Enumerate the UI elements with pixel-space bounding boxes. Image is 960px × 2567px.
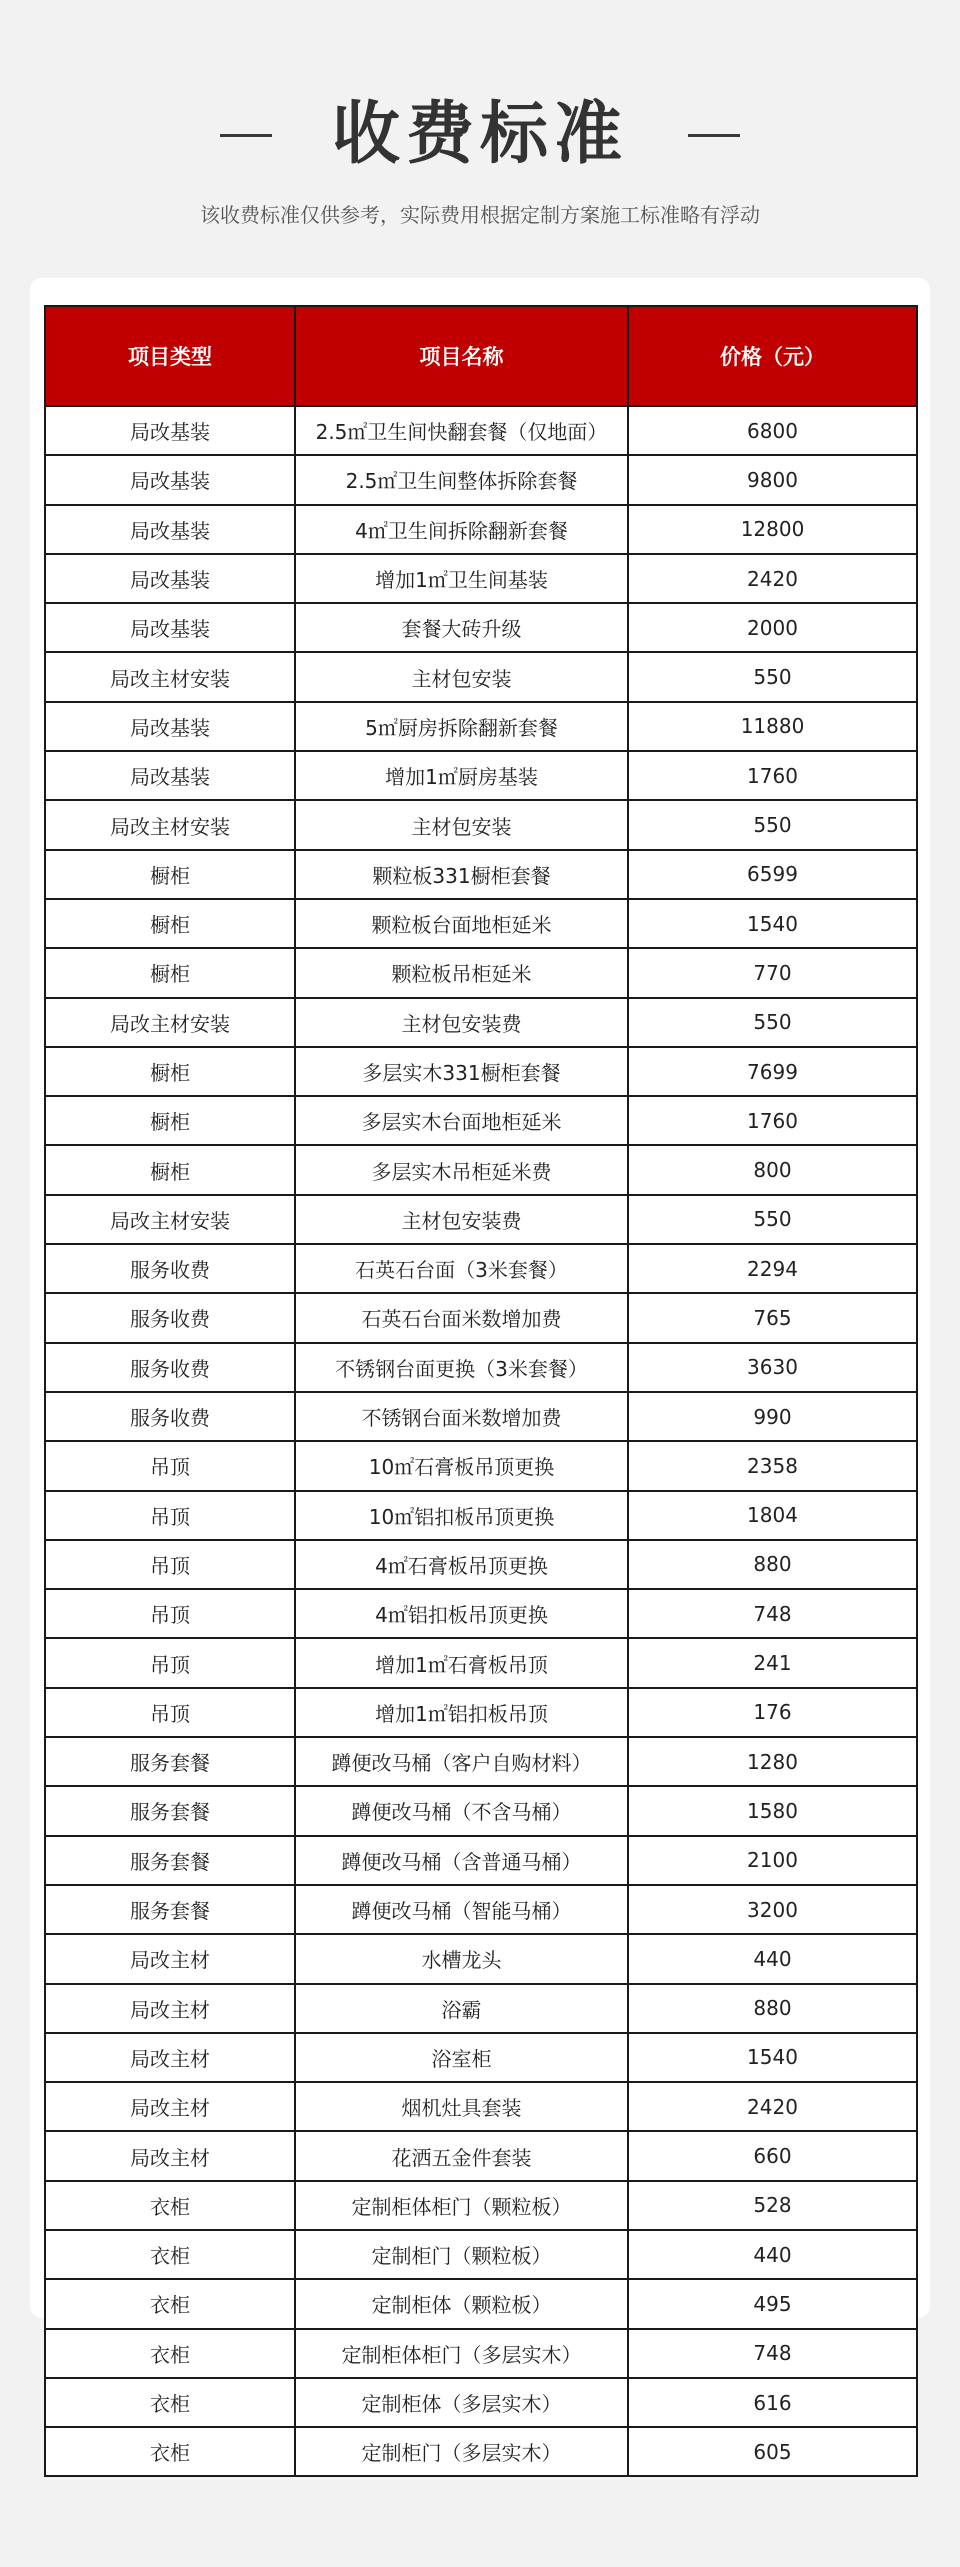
cell-project-name: 蹲便改马桶（智能马桶） bbox=[295, 1885, 628, 1934]
cell-project-type: 吊顶 bbox=[45, 1491, 295, 1540]
cell-project-type: 服务收费 bbox=[45, 1343, 295, 1392]
table-row bbox=[45, 1737, 917, 1786]
cell-price: 12800 bbox=[628, 505, 917, 554]
table-row bbox=[45, 2082, 917, 2131]
title-row bbox=[0, 90, 960, 180]
cell-project-type: 吊顶 bbox=[45, 1688, 295, 1737]
cell-project-name: 水槽龙头 bbox=[295, 1934, 628, 1983]
table-row bbox=[45, 998, 917, 1047]
title-left-dash bbox=[220, 134, 272, 137]
cell-project-type: 橱柜 bbox=[45, 1096, 295, 1145]
cell-project-name: 颗粒板吊柜延米 bbox=[295, 948, 628, 997]
table-row bbox=[45, 603, 917, 652]
cell-project-type: 局改基装 bbox=[45, 751, 295, 800]
cell-project-name: 蹲便改马桶（不含马桶） bbox=[295, 1786, 628, 1835]
cell-price: 6800 bbox=[628, 406, 917, 455]
cell-price: 2420 bbox=[628, 2082, 917, 2131]
cell-price: 1760 bbox=[628, 1096, 917, 1145]
cell-project-type: 局改主材 bbox=[45, 2131, 295, 2180]
cell-price: 11880 bbox=[628, 702, 917, 751]
cell-project-type: 橱柜 bbox=[45, 948, 295, 997]
cell-project-name: 蹲便改马桶（客户自购材料） bbox=[295, 1737, 628, 1786]
cell-project-type: 局改基装 bbox=[45, 406, 295, 455]
cell-project-name: 4㎡石膏板吊顶更换 bbox=[295, 1540, 628, 1589]
cell-project-type: 局改主材 bbox=[45, 2082, 295, 2131]
table-row bbox=[45, 2329, 917, 2378]
table-row bbox=[45, 1638, 917, 1687]
cell-project-name: 蹲便改马桶（含普通马桶） bbox=[295, 1836, 628, 1885]
cell-project-type: 局改主材 bbox=[45, 2033, 295, 2082]
cell-project-type: 服务套餐 bbox=[45, 1836, 295, 1885]
page-header bbox=[0, 0, 960, 280]
cell-project-type: 局改基装 bbox=[45, 702, 295, 751]
cell-price: 748 bbox=[628, 1589, 917, 1638]
cell-price: 176 bbox=[628, 1688, 917, 1737]
cell-price: 6599 bbox=[628, 850, 917, 899]
table-row bbox=[45, 1786, 917, 1835]
cell-project-type: 衣柜 bbox=[45, 2329, 295, 2378]
cell-project-name: 主材包安装 bbox=[295, 800, 628, 849]
table-row bbox=[45, 1885, 917, 1934]
cell-project-name: 定制柜体（多层实木） bbox=[295, 2378, 628, 2427]
cell-project-name: 花洒五金件套装 bbox=[295, 2131, 628, 2180]
cell-project-type: 局改主材安装 bbox=[45, 800, 295, 849]
cell-project-type: 局改基装 bbox=[45, 554, 295, 603]
cell-price: 550 bbox=[628, 998, 917, 1047]
cell-price: 1760 bbox=[628, 751, 917, 800]
cell-price: 880 bbox=[628, 1984, 917, 2033]
cell-project-name: 5㎡厨房拆除翻新套餐 bbox=[295, 702, 628, 751]
cell-price: 2294 bbox=[628, 1244, 917, 1293]
table-row bbox=[45, 2181, 917, 2230]
table-row bbox=[45, 652, 917, 701]
table-row bbox=[45, 1934, 917, 1983]
cell-project-type: 服务收费 bbox=[45, 1244, 295, 1293]
cell-project-name: 增加1㎡厨房基装 bbox=[295, 751, 628, 800]
cell-project-type: 橱柜 bbox=[45, 899, 295, 948]
cell-project-type: 局改主材 bbox=[45, 1984, 295, 2033]
table-body bbox=[45, 406, 917, 2476]
cell-project-name: 2.5㎡卫生间快翻套餐（仅地面） bbox=[295, 406, 628, 455]
cell-price: 1540 bbox=[628, 899, 917, 948]
cell-project-name: 10㎡石膏板吊顶更换 bbox=[295, 1441, 628, 1490]
table-row bbox=[45, 1145, 917, 1194]
cell-price: 440 bbox=[628, 2230, 917, 2279]
title-right-dash bbox=[688, 134, 740, 137]
cell-project-type: 局改主材安装 bbox=[45, 998, 295, 1047]
cell-project-type: 橱柜 bbox=[45, 850, 295, 899]
cell-project-type: 橱柜 bbox=[45, 1145, 295, 1194]
cell-project-name: 浴室柜 bbox=[295, 2033, 628, 2082]
table-row bbox=[45, 1244, 917, 1293]
page-subtitle: 该收费标准仅供参考，实际费用根据定制方案施工标准略有浮动 bbox=[200, 203, 760, 227]
cell-price: 3200 bbox=[628, 1885, 917, 1934]
cell-price: 550 bbox=[628, 1195, 917, 1244]
table-row bbox=[45, 505, 917, 554]
cell-project-name: 浴霸 bbox=[295, 1984, 628, 2033]
cell-project-name: 定制柜体（颗粒板） bbox=[295, 2279, 628, 2328]
table-row bbox=[45, 554, 917, 603]
table-row bbox=[45, 2378, 917, 2427]
cell-project-type: 衣柜 bbox=[45, 2279, 295, 2328]
cell-project-name: 多层实木台面地柜延米 bbox=[295, 1096, 628, 1145]
cell-price: 1804 bbox=[628, 1491, 917, 1540]
table-row bbox=[45, 751, 917, 800]
cell-project-name: 烟机灶具套装 bbox=[295, 2082, 628, 2131]
cell-project-type: 局改主材安装 bbox=[45, 1195, 295, 1244]
cell-price: 990 bbox=[628, 1392, 917, 1441]
cell-price: 880 bbox=[628, 1540, 917, 1589]
cell-project-type: 衣柜 bbox=[45, 2378, 295, 2427]
cell-project-name: 石英石台面米数增加费 bbox=[295, 1293, 628, 1342]
table-row bbox=[45, 1047, 917, 1096]
table-row bbox=[45, 1589, 917, 1638]
cell-price: 7699 bbox=[628, 1047, 917, 1096]
cell-price: 1540 bbox=[628, 2033, 917, 2082]
cell-project-name: 主材包安装费 bbox=[295, 998, 628, 1047]
cell-project-name: 4㎡卫生间拆除翻新套餐 bbox=[295, 505, 628, 554]
cell-price: 765 bbox=[628, 1293, 917, 1342]
cell-project-type: 衣柜 bbox=[45, 2427, 295, 2476]
table-row bbox=[45, 2230, 917, 2279]
cell-project-type: 服务套餐 bbox=[45, 1885, 295, 1934]
cell-project-name: 定制柜体柜门（颗粒板） bbox=[295, 2181, 628, 2230]
cell-project-type: 局改主材安装 bbox=[45, 652, 295, 701]
table-header-row bbox=[45, 306, 917, 406]
cell-price: 2358 bbox=[628, 1441, 917, 1490]
cell-price: 9800 bbox=[628, 455, 917, 504]
cell-project-name: 定制柜体柜门（多层实木） bbox=[295, 2329, 628, 2378]
cell-project-name: 颗粒板台面地柜延米 bbox=[295, 899, 628, 948]
cell-price: 616 bbox=[628, 2378, 917, 2427]
cell-project-name: 不锈钢台面更换（3米套餐） bbox=[295, 1343, 628, 1392]
table-row bbox=[45, 899, 917, 948]
cell-project-name: 增加1㎡卫生间基装 bbox=[295, 554, 628, 603]
cell-project-type: 橱柜 bbox=[45, 1047, 295, 1096]
table-row bbox=[45, 850, 917, 899]
cell-price: 1280 bbox=[628, 1737, 917, 1786]
cell-price: 440 bbox=[628, 1934, 917, 1983]
table-row bbox=[45, 455, 917, 504]
cell-project-type: 服务收费 bbox=[45, 1392, 295, 1441]
page-title: 收费标准 bbox=[331, 95, 628, 174]
cell-price: 3630 bbox=[628, 1343, 917, 1392]
cell-project-type: 吊顶 bbox=[45, 1589, 295, 1638]
cell-project-name: 定制柜门（颗粒板） bbox=[295, 2230, 628, 2279]
cell-project-name: 多层实木331橱柜套餐 bbox=[295, 1047, 628, 1096]
table-row bbox=[45, 702, 917, 751]
column-header-type: 项目类型 bbox=[45, 306, 295, 406]
table-row bbox=[45, 1293, 917, 1342]
cell-project-type: 服务套餐 bbox=[45, 1786, 295, 1835]
cell-price: 495 bbox=[628, 2279, 917, 2328]
cell-project-type: 局改基装 bbox=[45, 455, 295, 504]
cell-price: 605 bbox=[628, 2427, 917, 2476]
cell-project-name: 颗粒板331橱柜套餐 bbox=[295, 850, 628, 899]
cell-project-type: 吊顶 bbox=[45, 1540, 295, 1589]
table-row bbox=[45, 1343, 917, 1392]
column-header-name: 项目名称 bbox=[295, 306, 628, 406]
cell-project-name: 2.5㎡卫生间整体拆除套餐 bbox=[295, 455, 628, 504]
cell-project-type: 吊顶 bbox=[45, 1441, 295, 1490]
table-row bbox=[45, 1096, 917, 1145]
cell-project-name: 10㎡铝扣板吊顶更换 bbox=[295, 1491, 628, 1540]
column-header-price: 价格（元） bbox=[628, 306, 917, 406]
table-row bbox=[45, 948, 917, 997]
table-row bbox=[45, 1836, 917, 1885]
cell-price: 2000 bbox=[628, 603, 917, 652]
cell-project-type: 衣柜 bbox=[45, 2230, 295, 2279]
cell-project-type: 吊顶 bbox=[45, 1638, 295, 1687]
cell-project-name: 增加1㎡铝扣板吊顶 bbox=[295, 1688, 628, 1737]
cell-price: 748 bbox=[628, 2329, 917, 2378]
table-row bbox=[45, 1540, 917, 1589]
table-row bbox=[45, 1688, 917, 1737]
table-row bbox=[45, 800, 917, 849]
table-row bbox=[45, 1984, 917, 2033]
table-row bbox=[45, 2279, 917, 2328]
table-row bbox=[45, 1491, 917, 1540]
cell-project-name: 石英石台面（3米套餐） bbox=[295, 1244, 628, 1293]
table-row bbox=[45, 2033, 917, 2082]
cell-project-type: 局改基装 bbox=[45, 505, 295, 554]
cell-price: 2100 bbox=[628, 1836, 917, 1885]
cell-project-type: 局改基装 bbox=[45, 603, 295, 652]
cell-price: 770 bbox=[628, 948, 917, 997]
cell-project-name: 主材包安装费 bbox=[295, 1195, 628, 1244]
cell-project-name: 增加1㎡石膏板吊顶 bbox=[295, 1638, 628, 1687]
table-row bbox=[45, 2427, 917, 2476]
table-row bbox=[45, 406, 917, 455]
cell-project-type: 衣柜 bbox=[45, 2181, 295, 2230]
cell-project-name: 主材包安装 bbox=[295, 652, 628, 701]
table-row bbox=[45, 1392, 917, 1441]
cell-price: 550 bbox=[628, 800, 917, 849]
table-row bbox=[45, 2131, 917, 2180]
cell-project-name: 不锈钢台面米数增加费 bbox=[295, 1392, 628, 1441]
cell-price: 660 bbox=[628, 2131, 917, 2180]
cell-project-name: 套餐大砖升级 bbox=[295, 603, 628, 652]
table-row bbox=[45, 1441, 917, 1490]
cell-price: 550 bbox=[628, 652, 917, 701]
cell-project-type: 服务收费 bbox=[45, 1293, 295, 1342]
cell-price: 528 bbox=[628, 2181, 917, 2230]
cell-project-name: 4㎡铝扣板吊顶更换 bbox=[295, 1589, 628, 1638]
cell-price: 241 bbox=[628, 1638, 917, 1687]
cell-project-type: 服务套餐 bbox=[45, 1737, 295, 1786]
cell-price: 800 bbox=[628, 1145, 917, 1194]
price-table bbox=[44, 305, 918, 2477]
cell-project-name: 定制柜门（多层实木） bbox=[295, 2427, 628, 2476]
table-row bbox=[45, 1195, 917, 1244]
cell-project-name: 多层实木吊柜延米费 bbox=[295, 1145, 628, 1194]
cell-project-type: 局改主材 bbox=[45, 1934, 295, 1983]
cell-price: 1580 bbox=[628, 1786, 917, 1835]
cell-price: 2420 bbox=[628, 554, 917, 603]
